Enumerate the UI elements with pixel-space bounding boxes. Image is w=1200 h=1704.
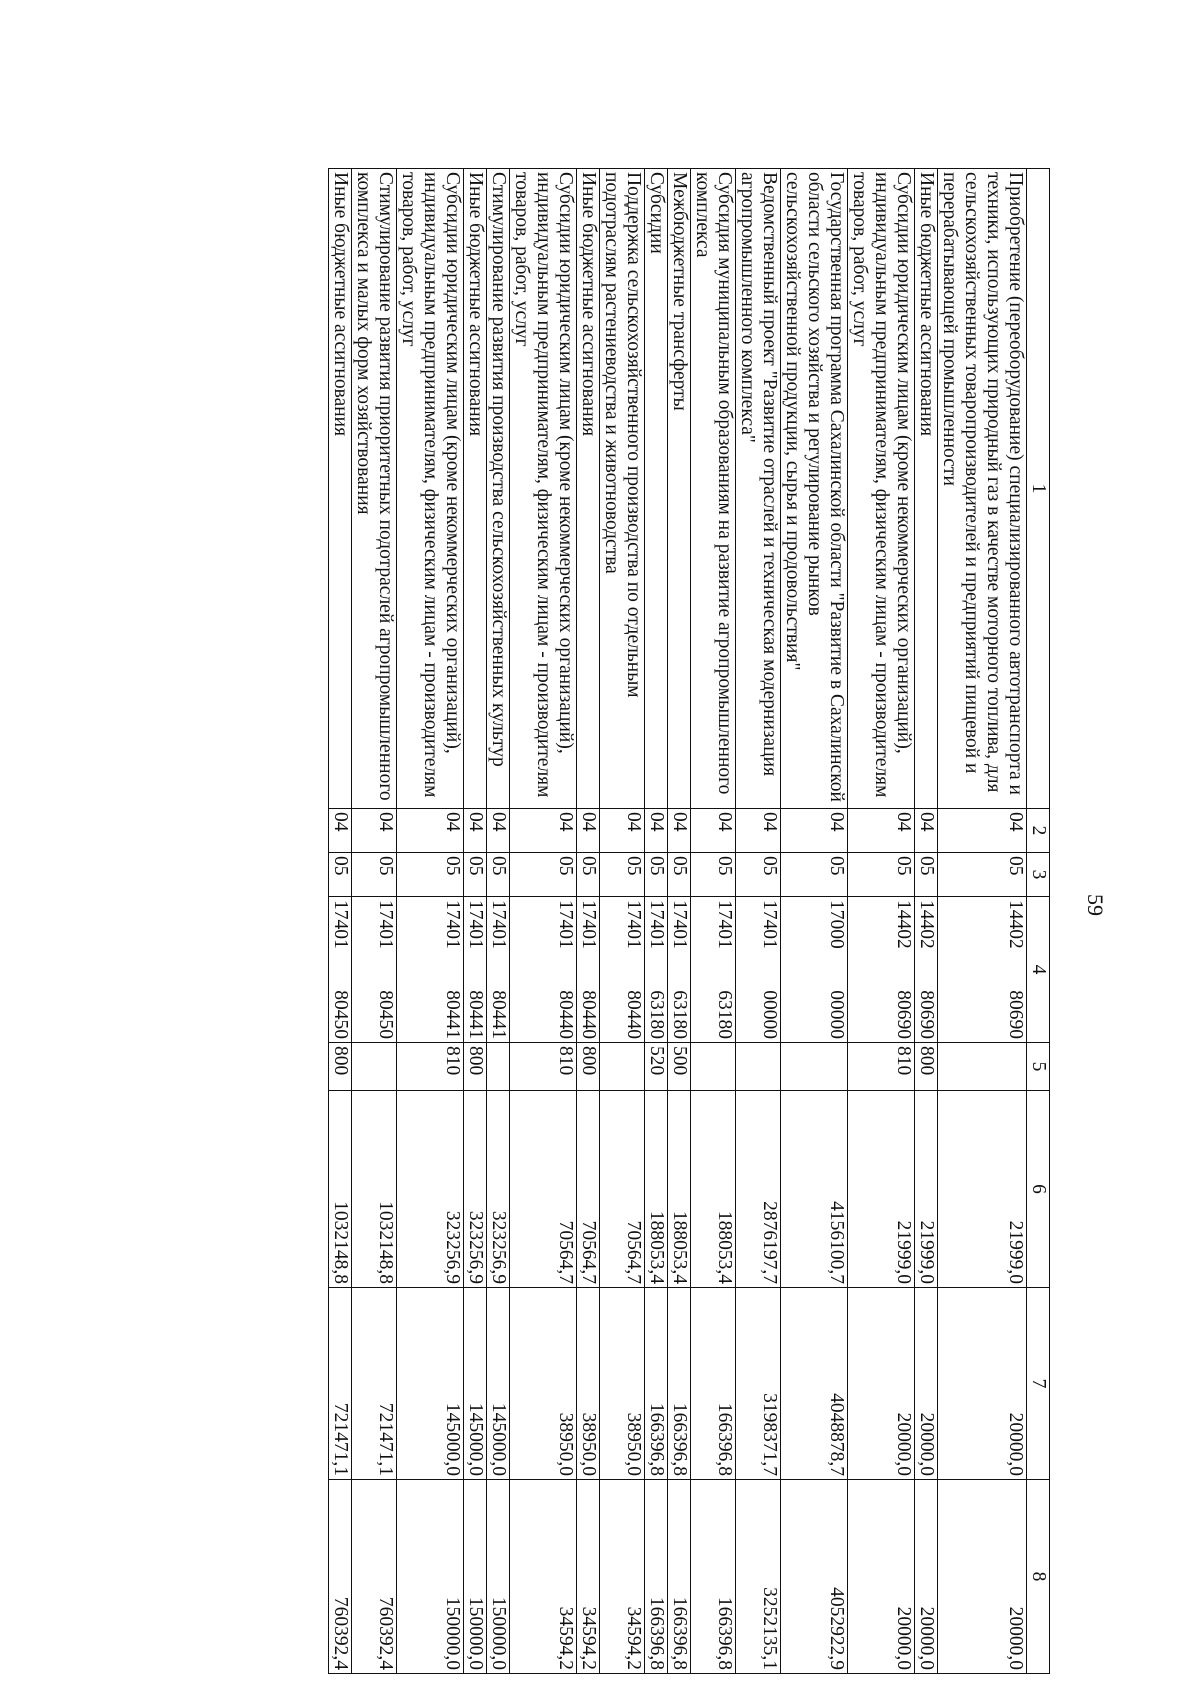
target-article-cell bbox=[397, 897, 464, 1043]
target-article-direction-code: 80441 bbox=[442, 990, 463, 1039]
amount-year2-cell: 20000,0 bbox=[938, 1288, 1027, 1480]
target-article-direction-code: 00000 bbox=[826, 990, 847, 1039]
subsection-code-cell: 05 bbox=[736, 853, 781, 897]
section-code-cell: 04 bbox=[736, 809, 781, 853]
table-row bbox=[645, 169, 668, 1674]
expense-type-cell bbox=[736, 1043, 781, 1091]
subsection-code-cell: 05 bbox=[329, 853, 352, 897]
amount-year2-cell: 166396,8 bbox=[691, 1288, 736, 1480]
amount-year2-cell: 145000,0 bbox=[464, 1288, 487, 1480]
column-header: 5 bbox=[1027, 1043, 1050, 1091]
table-row bbox=[352, 169, 397, 1674]
target-article-program-code: 17401 bbox=[759, 900, 780, 949]
subsection-code-cell: 05 bbox=[938, 853, 1027, 897]
target-article-direction-code: 80690 bbox=[916, 990, 937, 1039]
subsection-code-cell: 05 bbox=[600, 853, 645, 897]
target-article-direction-code: 80441 bbox=[488, 990, 509, 1039]
section-code-cell: 04 bbox=[577, 809, 600, 853]
amount-year1-cell: 1032148,8 bbox=[352, 1091, 397, 1288]
amount-year3-cell: 150000,0 bbox=[397, 1480, 464, 1674]
amount-year2-cell: 3198371,7 bbox=[736, 1288, 781, 1480]
target-article-direction-code: 80690 bbox=[893, 990, 914, 1039]
amount-year3-cell: 166396,8 bbox=[691, 1480, 736, 1674]
table-row bbox=[600, 169, 645, 1674]
expense-type-cell: 800 bbox=[915, 1043, 938, 1091]
target-article-cell bbox=[329, 897, 352, 1043]
target-article-cell bbox=[600, 897, 645, 1043]
target-article-program-code: 17401 bbox=[555, 900, 576, 949]
column-header: 8 bbox=[1027, 1480, 1050, 1674]
amount-year2-cell: 145000,0 bbox=[487, 1288, 510, 1480]
amount-year1-cell: 1032148,8 bbox=[329, 1091, 352, 1288]
expense-type-cell: 810 bbox=[397, 1043, 464, 1091]
section-code-cell: 04 bbox=[781, 809, 848, 853]
row-name-cell: Субсидия муниципальным образованиям на развитие агропромышленного комплекса bbox=[691, 169, 736, 809]
amount-year3-cell: 4052922,9 bbox=[781, 1480, 848, 1674]
table-body bbox=[329, 169, 1027, 1674]
table-row bbox=[691, 169, 736, 1674]
amount-year2-cell: 145000,0 bbox=[397, 1288, 464, 1480]
table-row bbox=[938, 169, 1027, 1674]
target-article-direction-code: 80450 bbox=[375, 990, 396, 1039]
target-article-cell bbox=[645, 897, 668, 1043]
table-row bbox=[329, 169, 352, 1674]
column-header: 2 bbox=[1027, 809, 1050, 853]
amount-year3-cell: 34594,2 bbox=[577, 1480, 600, 1674]
target-article-direction-code: 00000 bbox=[759, 990, 780, 1039]
amount-year3-cell: 166396,8 bbox=[645, 1480, 668, 1674]
amount-year1-cell: 323256,9 bbox=[487, 1091, 510, 1288]
row-name-cell: Поддержка сельскохозяйственного производства по отдельным подотраслям растениеводства и животноводства bbox=[600, 169, 645, 809]
target-article-cell bbox=[938, 897, 1027, 1043]
target-article-cell bbox=[464, 897, 487, 1043]
table-row bbox=[487, 169, 510, 1674]
expense-type-cell: 800 bbox=[577, 1043, 600, 1091]
section-code-cell: 04 bbox=[487, 809, 510, 853]
row-name-cell: Иные бюджетные ассигнования bbox=[915, 169, 938, 809]
row-name-cell: Субсидии юридическим лицам (кроме некоммерческих организаций), индивидуальным предпринимателям, физическим лицам - производителям товаров, работ, услуг bbox=[397, 169, 464, 809]
target-article-program-code: 17401 bbox=[442, 900, 463, 949]
amount-year3-cell: 760392,4 bbox=[329, 1480, 352, 1674]
target-article-cell bbox=[577, 897, 600, 1043]
expense-type-cell bbox=[781, 1043, 848, 1091]
target-article-cell bbox=[487, 897, 510, 1043]
amount-year1-cell: 70564,7 bbox=[600, 1091, 645, 1288]
target-article-cell bbox=[848, 897, 915, 1043]
row-name-cell: Стимулирование развития производства сельскохозяйственных культур bbox=[487, 169, 510, 809]
amount-year3-cell: 34594,2 bbox=[600, 1480, 645, 1674]
section-code-cell: 04 bbox=[668, 809, 691, 853]
section-code-cell: 04 bbox=[464, 809, 487, 853]
row-name-cell: Государственная программа Сахалинской области "Развитие в Сахалинской области сельского хозяйства и регулирование рынков сельскохозяйственной продукции, сырья и продовольствия" bbox=[781, 169, 848, 809]
target-article-cell bbox=[510, 897, 577, 1043]
amount-year1-cell: 2876197,7 bbox=[736, 1091, 781, 1288]
amount-year1-cell: 4156100,7 bbox=[781, 1091, 848, 1288]
target-article-direction-code: 63180 bbox=[646, 990, 667, 1039]
row-name-cell: Субсидии юридическим лицам (кроме некоммерческих организаций), индивидуальным предпринимателям, физическим лицам - производителям товаров, работ, услуг bbox=[848, 169, 915, 809]
amount-year1-cell: 21999,0 bbox=[848, 1091, 915, 1288]
amount-year2-cell: 721471,1 bbox=[352, 1288, 397, 1480]
amount-year2-cell: 166396,8 bbox=[645, 1288, 668, 1480]
target-article-direction-code: 63180 bbox=[714, 990, 735, 1039]
table-row bbox=[510, 169, 577, 1674]
target-article-program-code: 17401 bbox=[714, 900, 735, 949]
amount-year3-cell: 760392,4 bbox=[352, 1480, 397, 1674]
table-row bbox=[397, 169, 464, 1674]
target-article-direction-code: 80450 bbox=[330, 990, 351, 1039]
subsection-code-cell: 05 bbox=[487, 853, 510, 897]
amount-year3-cell: 20000,0 bbox=[915, 1480, 938, 1674]
expense-type-cell bbox=[487, 1043, 510, 1091]
column-header: 6 bbox=[1027, 1091, 1050, 1288]
subsection-code-cell: 05 bbox=[577, 853, 600, 897]
subsection-code-cell: 05 bbox=[781, 853, 848, 897]
target-article-program-code: 14402 bbox=[916, 900, 937, 949]
target-article-cell bbox=[668, 897, 691, 1043]
budget-table bbox=[328, 168, 1050, 1674]
section-code-cell: 04 bbox=[848, 809, 915, 853]
table-row bbox=[915, 169, 938, 1674]
target-article-cell bbox=[781, 897, 848, 1043]
column-header: 3 bbox=[1027, 853, 1050, 897]
amount-year2-cell: 721471,1 bbox=[329, 1288, 352, 1480]
column-header: 4 bbox=[1027, 897, 1050, 1043]
subsection-code-cell: 05 bbox=[668, 853, 691, 897]
section-code-cell: 04 bbox=[600, 809, 645, 853]
amount-year1-cell: 21999,0 bbox=[915, 1091, 938, 1288]
row-name-cell: Субсидии юридическим лицам (кроме некоммерческих организаций), индивидуальным предпринимателям, физическим лицам - производителям товаров, работ, услуг bbox=[510, 169, 577, 809]
row-name-cell: Ведомственный проект "Развитие отраслей и техническая модернизация агропромышленного комплекса" bbox=[736, 169, 781, 809]
section-code-cell: 04 bbox=[645, 809, 668, 853]
target-article-program-code: 17401 bbox=[578, 900, 599, 949]
amount-year1-cell: 323256,9 bbox=[397, 1091, 464, 1288]
page-number: 59 bbox=[1083, 894, 1108, 916]
amount-year3-cell: 166396,8 bbox=[668, 1480, 691, 1674]
table-row bbox=[736, 169, 781, 1674]
amount-year2-cell: 166396,8 bbox=[668, 1288, 691, 1480]
expense-type-cell bbox=[600, 1043, 645, 1091]
target-article-direction-code: 63180 bbox=[669, 990, 690, 1039]
section-code-cell: 04 bbox=[915, 809, 938, 853]
amount-year3-cell: 20000,0 bbox=[848, 1480, 915, 1674]
target-article-direction-code: 80440 bbox=[623, 990, 644, 1039]
expense-type-cell bbox=[938, 1043, 1027, 1091]
column-header: 1 bbox=[1027, 169, 1050, 809]
target-article-program-code: 14402 bbox=[893, 900, 914, 949]
target-article-direction-code: 80440 bbox=[555, 990, 576, 1039]
target-article-program-code: 17401 bbox=[330, 900, 351, 949]
subsection-code-cell: 05 bbox=[691, 853, 736, 897]
amount-year2-cell: 38950,0 bbox=[600, 1288, 645, 1480]
row-name-cell: Приобретение (переоборудование) специализированного автотранспорта и техники, использующих природный газ в качестве моторного топлива, для сельскохозяйственных товаропроизводителей и предприятий пищевой и перерабатывающей промышленности bbox=[938, 169, 1027, 809]
expense-type-cell: 500 bbox=[668, 1043, 691, 1091]
target-article-program-code: 17401 bbox=[646, 900, 667, 949]
row-name-cell: Иные бюджетные ассигнования bbox=[329, 169, 352, 809]
section-code-cell: 04 bbox=[938, 809, 1027, 853]
target-article-program-code: 17401 bbox=[669, 900, 690, 949]
subsection-code-cell: 05 bbox=[464, 853, 487, 897]
amount-year3-cell: 150000,0 bbox=[487, 1480, 510, 1674]
expense-type-cell bbox=[691, 1043, 736, 1091]
section-code-cell: 04 bbox=[510, 809, 577, 853]
amount-year1-cell: 323256,9 bbox=[464, 1091, 487, 1288]
table-row bbox=[668, 169, 691, 1674]
amount-year3-cell: 150000,0 bbox=[464, 1480, 487, 1674]
subsection-code-cell: 05 bbox=[397, 853, 464, 897]
rotated-table-wrapper bbox=[328, 168, 1050, 1674]
expense-type-cell: 800 bbox=[329, 1043, 352, 1091]
target-article-cell bbox=[736, 897, 781, 1043]
subsection-code-cell: 05 bbox=[915, 853, 938, 897]
target-article-cell bbox=[352, 897, 397, 1043]
section-code-cell: 04 bbox=[352, 809, 397, 853]
amount-year1-cell: 70564,7 bbox=[510, 1091, 577, 1288]
subsection-code-cell: 05 bbox=[352, 853, 397, 897]
amount-year3-cell: 20000,0 bbox=[938, 1480, 1027, 1674]
table-row bbox=[781, 169, 848, 1674]
row-name-cell: Иные бюджетные ассигнования bbox=[577, 169, 600, 809]
amount-year2-cell: 4048878,7 bbox=[781, 1288, 848, 1480]
target-article-program-code: 17401 bbox=[488, 900, 509, 949]
expense-type-cell: 520 bbox=[645, 1043, 668, 1091]
amount-year1-cell: 188053,4 bbox=[645, 1091, 668, 1288]
target-article-cell bbox=[915, 897, 938, 1043]
expense-type-cell bbox=[352, 1043, 397, 1091]
section-code-cell: 04 bbox=[329, 809, 352, 853]
target-article-program-code: 17401 bbox=[465, 900, 486, 949]
row-name-cell: Иные бюджетные ассигнования bbox=[464, 169, 487, 809]
subsection-code-cell: 05 bbox=[645, 853, 668, 897]
amount-year1-cell: 188053,4 bbox=[668, 1091, 691, 1288]
target-article-direction-code: 80441 bbox=[465, 990, 486, 1039]
subsection-code-cell: 05 bbox=[510, 853, 577, 897]
row-name-cell: Субсидии bbox=[645, 169, 668, 809]
column-number-header-row bbox=[1027, 169, 1050, 1674]
expense-type-cell: 810 bbox=[848, 1043, 915, 1091]
amount-year2-cell: 38950,0 bbox=[510, 1288, 577, 1480]
target-article-cell bbox=[691, 897, 736, 1043]
target-article-program-code: 17401 bbox=[623, 900, 644, 949]
target-article-program-code: 17401 bbox=[375, 900, 396, 949]
table-row bbox=[464, 169, 487, 1674]
expense-type-cell: 810 bbox=[510, 1043, 577, 1091]
column-header: 7 bbox=[1027, 1288, 1050, 1480]
amount-year1-cell: 21999,0 bbox=[938, 1091, 1027, 1288]
target-article-program-code: 14402 bbox=[1005, 900, 1026, 949]
target-article-direction-code: 80690 bbox=[1005, 990, 1026, 1039]
amount-year1-cell: 188053,4 bbox=[691, 1091, 736, 1288]
section-code-cell: 04 bbox=[691, 809, 736, 853]
row-name-cell: Межбюджетные трансферты bbox=[668, 169, 691, 809]
amount-year1-cell: 70564,7 bbox=[577, 1091, 600, 1288]
subsection-code-cell: 05 bbox=[848, 853, 915, 897]
amount-year2-cell: 38950,0 bbox=[577, 1288, 600, 1480]
row-name-cell: Стимулирование развития приоритетных подотраслей агропромышленного комплекса и малых форм хозяйствования bbox=[352, 169, 397, 809]
expense-type-cell: 800 bbox=[464, 1043, 487, 1091]
table-row bbox=[848, 169, 915, 1674]
amount-year3-cell: 34594,2 bbox=[510, 1480, 577, 1674]
section-code-cell: 04 bbox=[397, 809, 464, 853]
amount-year3-cell: 3252135,1 bbox=[736, 1480, 781, 1674]
table-row bbox=[577, 169, 600, 1674]
amount-year2-cell: 20000,0 bbox=[915, 1288, 938, 1480]
amount-year2-cell: 20000,0 bbox=[848, 1288, 915, 1480]
target-article-program-code: 17000 bbox=[826, 900, 847, 949]
target-article-direction-code: 80440 bbox=[578, 990, 599, 1039]
